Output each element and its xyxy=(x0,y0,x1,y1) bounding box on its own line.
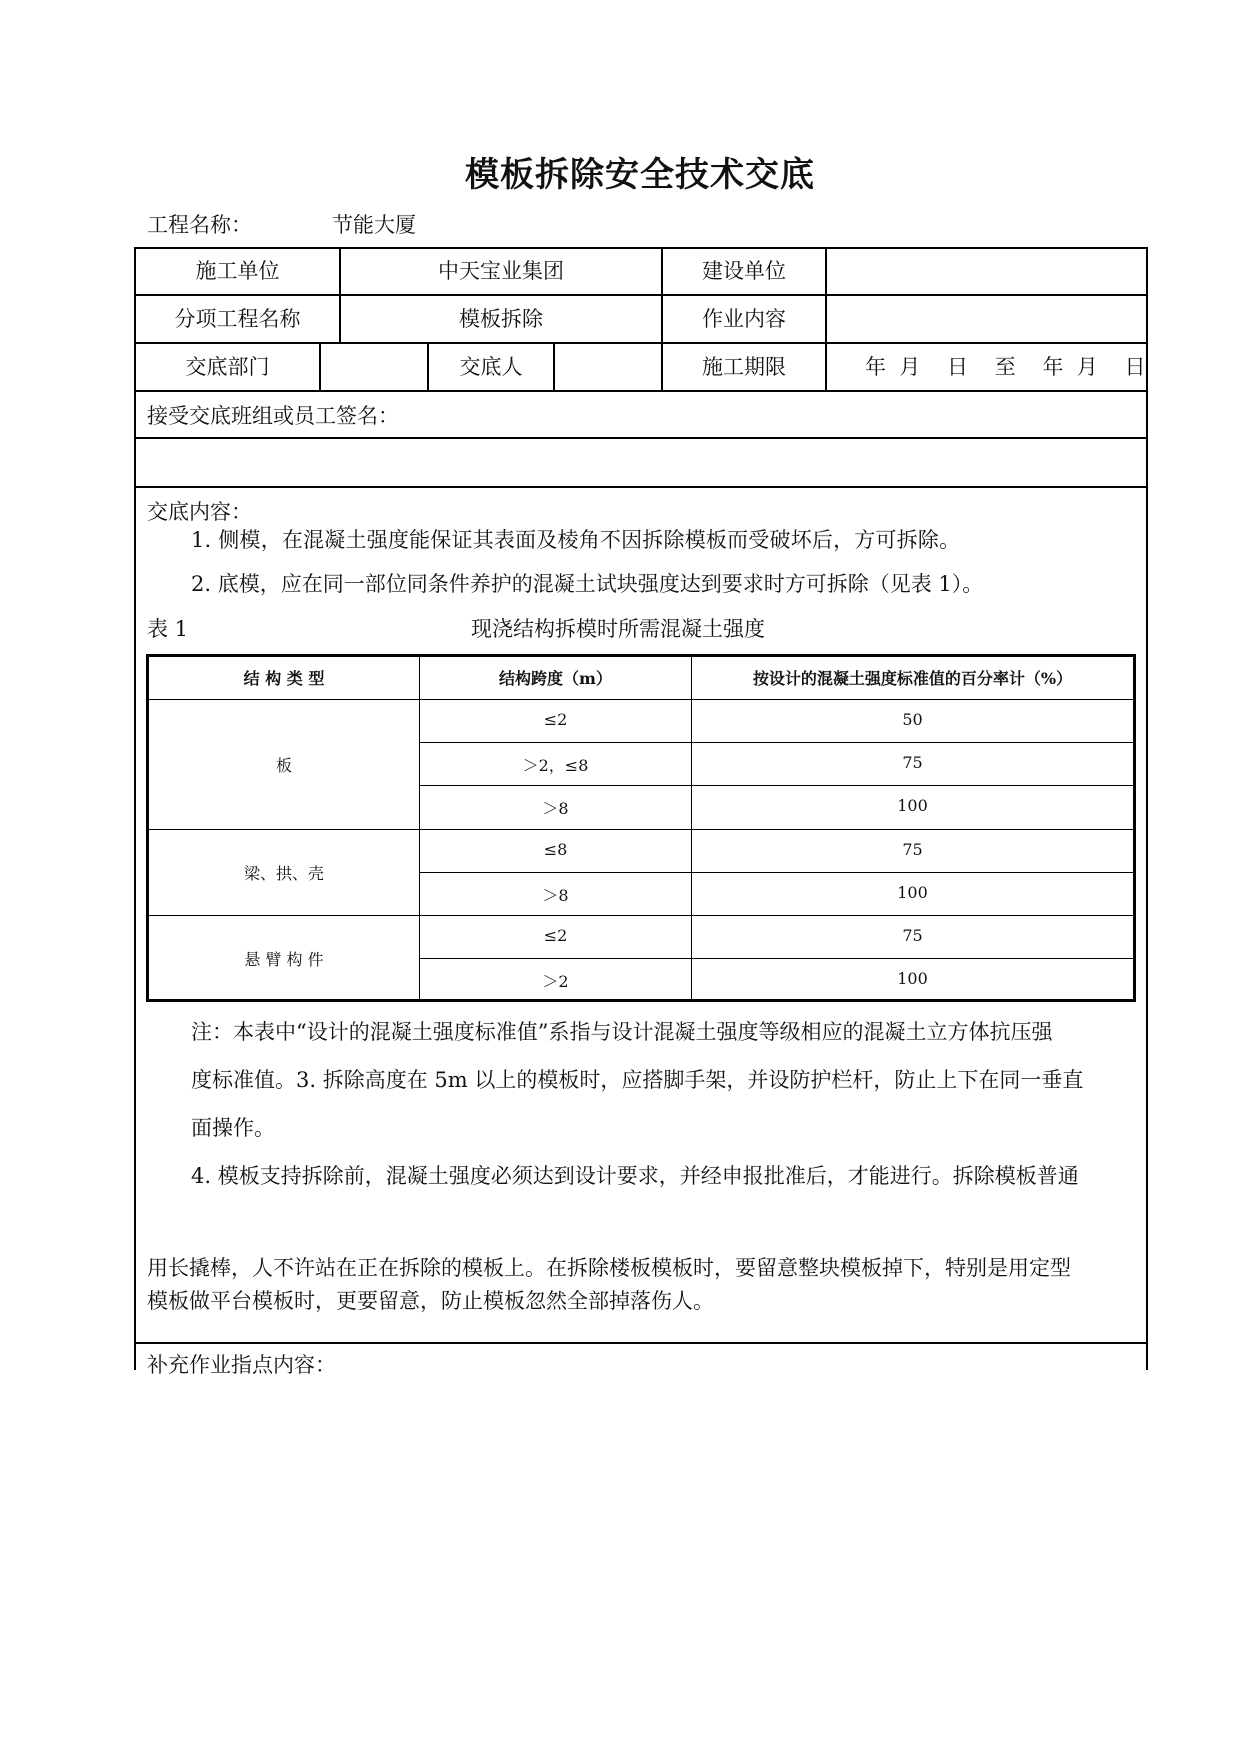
table-row-divider xyxy=(420,958,1133,959)
table-row-divider xyxy=(420,872,1133,873)
person-label: 交底人 xyxy=(459,355,523,379)
work-content-label: 作业内容 xyxy=(702,307,786,331)
table-span-cell: ≤2 xyxy=(543,710,568,729)
signature-label: 接受交底班组或员工签名： xyxy=(147,404,399,428)
note-line: 度标准值。3. 拆除高度在 5m 以上的模板时，应搭脚手架，并设防护栏杆，防止上下在同一垂直 xyxy=(191,1068,1084,1092)
table-row-divider xyxy=(149,915,1133,916)
construction-unit-value: 中天宝业集团 xyxy=(438,259,564,283)
table-number: 表 1 xyxy=(147,617,189,641)
table-span-cell: ＞2，≤8 xyxy=(522,756,589,775)
table-type-cell: 梁、拱、壳 xyxy=(243,864,324,883)
table-row-divider xyxy=(149,829,1133,830)
table-header-span: 结构跨度（m） xyxy=(499,669,612,688)
form-col-divider xyxy=(319,342,321,390)
dept-label: 交底部门 xyxy=(185,355,270,379)
period-label: 施工期限 xyxy=(702,355,786,379)
table-type-cell: 板 xyxy=(275,756,292,775)
construction-unit-label: 施工单位 xyxy=(195,259,280,283)
document-title: 模板拆除安全技术交底 xyxy=(465,155,815,195)
table-caption: 现浇结构拆模时所需混凝土强度 xyxy=(471,617,765,641)
table-percent-cell: 100 xyxy=(897,883,928,902)
project-name-value: 节能大厦 xyxy=(332,213,416,237)
table-type-cell: 悬 臂 构 件 xyxy=(244,950,324,969)
table-header-percent: 按设计的混凝土强度标准值的百分率计（%） xyxy=(752,669,1073,688)
note-line: 注：本表中“设计的混凝土强度标准值”系指与设计混凝土强度等级相应的混凝土立方体抗压强 xyxy=(191,1020,1053,1044)
table-span-cell: ＞8 xyxy=(542,799,569,818)
project-name-label: 工程名称： xyxy=(147,213,252,237)
content-item-1: 1. 侧模，在混凝土强度能保证其表面及棱角不因拆除模板而受破坏后，方可拆除。 xyxy=(191,528,961,552)
table-col-divider xyxy=(419,657,420,999)
form-row-divider xyxy=(134,294,1148,296)
form-col-divider xyxy=(553,342,555,390)
form-row-divider xyxy=(134,437,1148,439)
table-header-type: 结 构 类 型 xyxy=(243,669,325,688)
table-percent-cell: 75 xyxy=(902,840,923,859)
table-percent-cell: 75 xyxy=(902,753,923,772)
supplement-label: 补充作业指点内容： xyxy=(147,1353,336,1377)
table-span-cell: ＞2 xyxy=(542,972,569,991)
table-row-divider xyxy=(420,742,1133,743)
sub-project-label: 分项工程名称 xyxy=(174,307,301,331)
form-row-divider xyxy=(134,342,1148,344)
table-span-cell: ＞8 xyxy=(542,886,569,905)
table-percent-cell: 100 xyxy=(897,969,928,988)
table-row-divider xyxy=(149,699,1133,700)
table-row-divider xyxy=(420,785,1133,786)
table-span-cell: ≤2 xyxy=(543,926,568,945)
note-line: 模板做平台模板时，更要留意，防止模板忽然全部掉落伤人。 xyxy=(147,1289,714,1313)
sub-project-value: 模板拆除 xyxy=(459,307,543,331)
note-line: 面操作。 xyxy=(191,1116,275,1140)
table-span-cell: ≤8 xyxy=(543,840,568,859)
content-item-2: 2. 底模，应在同一部位同条件养护的混凝土试块强度达到要求时方可拆除（见表 1）。 xyxy=(191,572,984,596)
project-name-row xyxy=(147,209,416,239)
builder-label: 建设单位 xyxy=(702,259,786,283)
table-percent-cell: 75 xyxy=(902,926,923,945)
note-line: 4. 模板支持拆除前，混凝土强度必须达到设计要求，并经申报批准后，才能进行。拆除模板普通 xyxy=(191,1164,1079,1188)
form-row-divider xyxy=(134,390,1148,392)
form-row-divider xyxy=(134,486,1148,488)
table-col-divider xyxy=(691,657,692,999)
note-line: 用长撬棒，人不许站在正在拆除的模板上。在拆除楼板模板时，要留意整块模板掉下，特别是用定型 xyxy=(147,1256,1071,1280)
table-percent-cell: 50 xyxy=(902,710,923,729)
form-col-divider xyxy=(825,247,827,390)
table-percent-cell: 100 xyxy=(897,796,928,815)
form-row-divider xyxy=(134,1342,1148,1344)
period-value: 年 月 日 至 年 月 日 xyxy=(865,355,1146,379)
content-label: 交底内容： xyxy=(147,500,252,524)
